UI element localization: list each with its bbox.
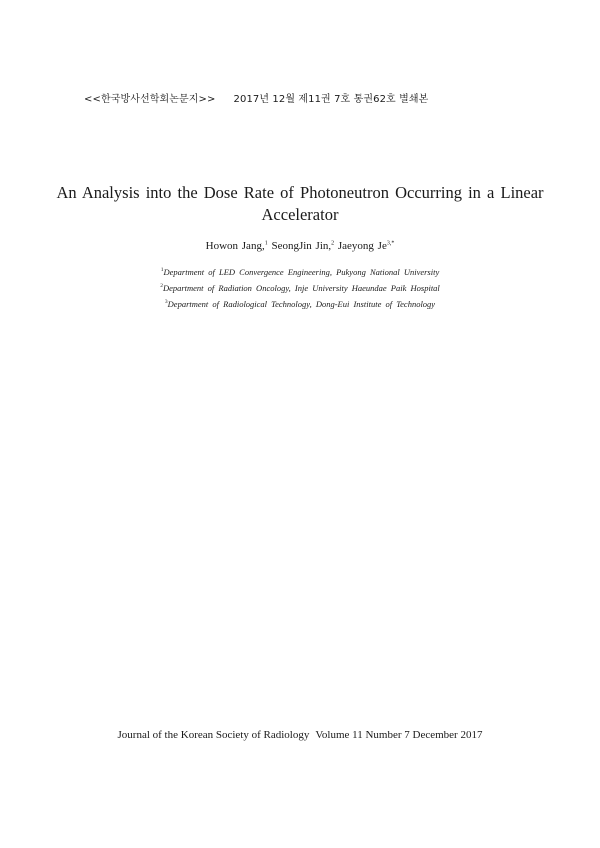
society-marker: <<한국방사선학회논문지>> <box>84 94 216 105</box>
affiliation-mark: 1 <box>160 267 164 273</box>
reprint-header <box>84 90 428 105</box>
journal-footer <box>0 729 600 741</box>
author-mark: 2 <box>331 240 335 247</box>
issue-info: 2017년 12월 제11권 7호 통권62호 별쇄본 <box>233 94 429 105</box>
volume-info: Volume 11 Number 7 December 2017 <box>315 729 483 741</box>
affiliation-text: Department of LED Convergence Engineering, Pukyong National University <box>163 266 440 277</box>
affiliation-text: Department of Radiation Oncology, Inje University Haeundae Paik Hospital <box>162 282 440 293</box>
affiliation-item <box>0 279 600 295</box>
affiliation-text: Department of Radiological Technology, Dong-Eui Institute of Technology <box>167 298 436 309</box>
affiliation-item <box>0 263 600 279</box>
author-mark: 3,* <box>386 240 395 247</box>
affiliation-mark: 2 <box>160 282 163 289</box>
journal-name: Journal of the Korean Society of Radiology <box>117 729 310 741</box>
author-name: SeongJin Jin, <box>271 240 332 252</box>
author-list <box>0 240 600 252</box>
author-name: Howon Jang, <box>205 240 265 252</box>
affiliation-list <box>0 263 600 310</box>
affiliation-mark: 3 <box>164 298 168 305</box>
paper-title: An Analysis into the Dose Rate of Photoneutron Occurring in a Linear Accelerator <box>56 183 544 224</box>
author-mark: 1 <box>264 240 268 247</box>
author-name: Jaeyong Je <box>337 240 387 252</box>
affiliation-item <box>0 295 600 311</box>
